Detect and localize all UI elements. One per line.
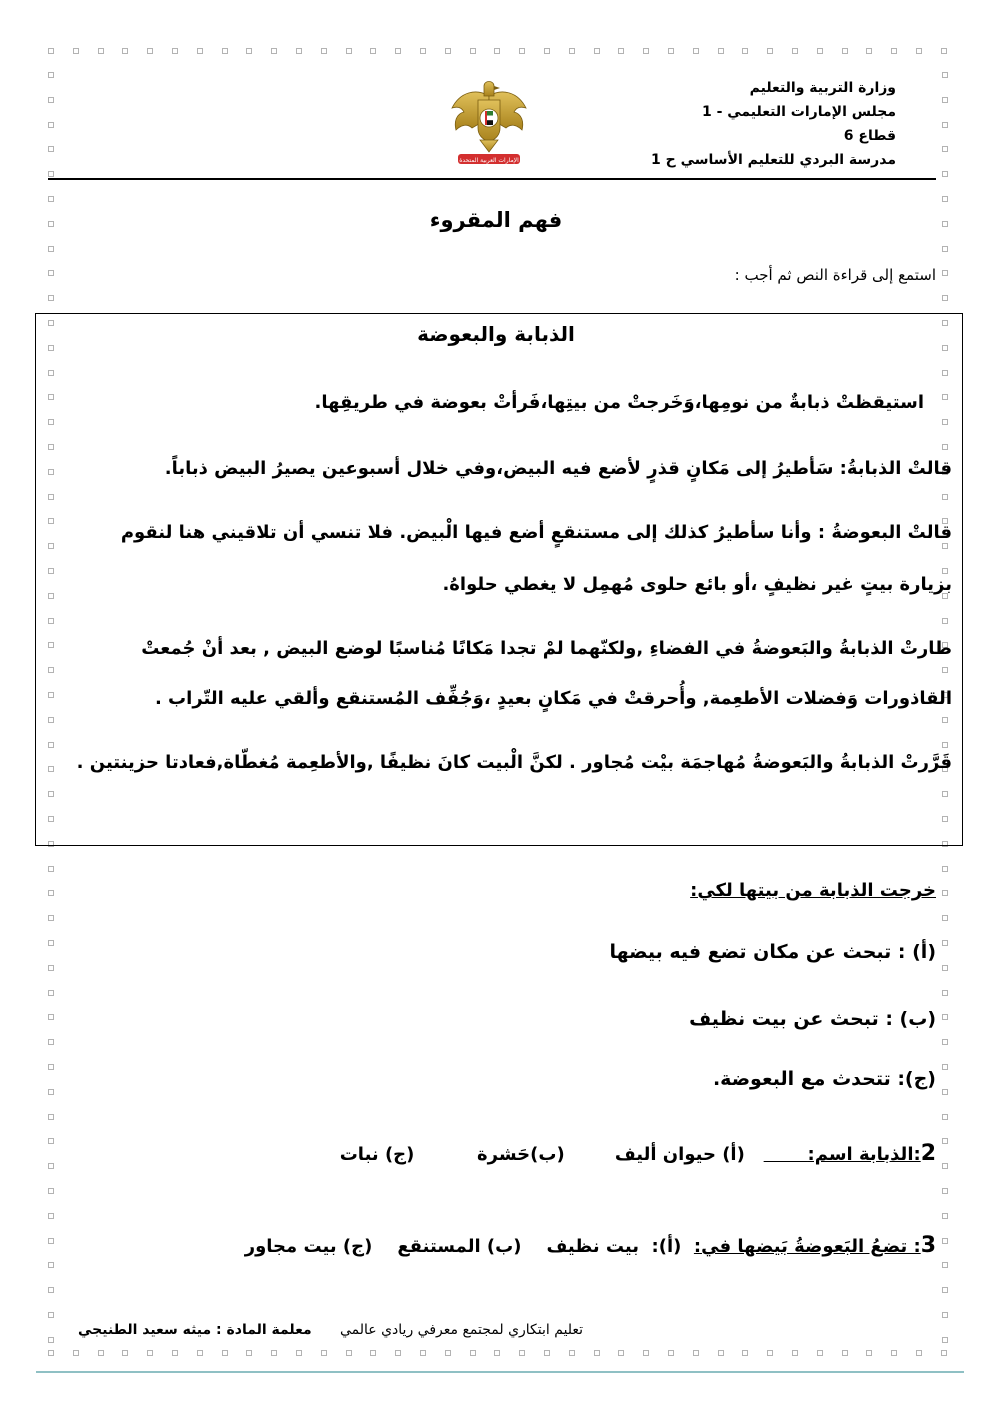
question-3-number: 3 xyxy=(920,1233,936,1258)
frame-dot xyxy=(618,48,624,54)
frame-dot xyxy=(693,48,699,54)
question-3-stem: : تضعُ البَعوضةُ بَيضها في: xyxy=(693,1236,921,1257)
frame-dot xyxy=(346,48,352,54)
frame-dot xyxy=(942,196,948,202)
story-line: استيقظتْ ذبابةٌ من نومِها،وَخَرجتْ من بيتِها،فَرأتْ بعوضة في طريقِها. xyxy=(314,392,924,413)
frame-dot xyxy=(48,866,54,872)
frame-dot xyxy=(346,1350,352,1356)
frame-dot xyxy=(942,295,948,301)
frame-dot xyxy=(494,1350,500,1356)
frame-dot xyxy=(48,990,54,996)
frame-dot xyxy=(321,48,327,54)
frame-dot xyxy=(569,48,575,54)
frame-dot xyxy=(48,48,54,54)
story-line: قالتْ الذبابةُ: سَأطيرُ إلى مَكانٍ قذرٍ لأضع فيه البيض،وفي خلال أسبوعين يصيرُ البيض ذباباً. xyxy=(164,458,952,479)
frame-dot xyxy=(48,965,54,971)
frame-dot xyxy=(296,1350,302,1356)
frame-dot xyxy=(246,1350,252,1356)
frame-dot xyxy=(197,1350,203,1356)
frame-dot xyxy=(916,48,922,54)
frame-dot xyxy=(767,48,773,54)
frame-dot xyxy=(643,1350,649,1356)
frame-dot xyxy=(544,48,550,54)
frame-dot xyxy=(73,1350,79,1356)
frame-dot xyxy=(941,1350,947,1356)
frame-dot xyxy=(942,940,948,946)
frame-dot xyxy=(48,915,54,921)
frame-dot xyxy=(916,1350,922,1356)
council-name: مجلس الإمارات التعليمي - 1 xyxy=(701,104,896,120)
uae-emblem-icon xyxy=(448,78,530,170)
footer-teacher: معلمة المادة : ميثه سعيد الطنيجي xyxy=(78,1322,312,1338)
frame-dot xyxy=(48,1262,54,1268)
frame-dot xyxy=(122,48,128,54)
frame-dot xyxy=(222,1350,228,1356)
story-line: قالتْ البعوضةُ : وأنا سأطيرُ كذلك إلى مستنقعٍ أضع فيها الْبيض. فلا تنسي أن تلاقيني هنا لنقوم xyxy=(120,522,952,543)
frame-dot xyxy=(942,1089,948,1095)
frame-dot xyxy=(942,1213,948,1219)
question-2 xyxy=(340,1141,936,1166)
frame-dot xyxy=(147,48,153,54)
frame-dot xyxy=(942,1014,948,1020)
story-line: القاذورات وَفضلات الأطعِمة, وأُحرقتْ في مَكانٍ بعيدٍ ،وَجُفِّف المُستنقع وألقي عليه التّراب . xyxy=(154,688,952,709)
frame-dot xyxy=(942,171,948,177)
frame-dot xyxy=(445,1350,451,1356)
question-1-option-a: (أ) : تبحث عن مكان تضع فيه بيضها xyxy=(609,941,936,963)
frame-dot xyxy=(942,246,948,252)
frame-dot xyxy=(48,1287,54,1293)
frame-dot xyxy=(470,48,476,54)
frame-dot xyxy=(942,866,948,872)
frame-dot xyxy=(742,48,748,54)
frame-dot xyxy=(48,1213,54,1219)
frame-dot xyxy=(942,890,948,896)
frame-dot xyxy=(618,1350,624,1356)
frame-dot xyxy=(891,48,897,54)
frame-dot xyxy=(395,48,401,54)
header-divider xyxy=(48,178,936,180)
frame-dot xyxy=(942,1163,948,1169)
frame-dot xyxy=(147,1350,153,1356)
frame-dot xyxy=(942,270,948,276)
frame-dot xyxy=(48,940,54,946)
frame-dot xyxy=(594,48,600,54)
frame-dot xyxy=(718,48,724,54)
frame-dot xyxy=(942,1337,948,1343)
frame-dot xyxy=(48,1188,54,1194)
frame-dot xyxy=(817,48,823,54)
frame-dot xyxy=(942,965,948,971)
frame-dot xyxy=(48,1350,54,1356)
story-line: بزيارة بيتٍ غير نظيفٍ ،أو بائع حلوى مُهمِل لا يغطي حلواهُ. xyxy=(442,574,952,595)
frame-dot xyxy=(48,1163,54,1169)
frame-dot xyxy=(569,1350,575,1356)
frame-dot xyxy=(718,1350,724,1356)
frame-dot xyxy=(494,48,500,54)
bottom-rule xyxy=(36,1371,964,1373)
frame-dot xyxy=(942,1312,948,1318)
frame-dot xyxy=(48,1064,54,1070)
frame-dot xyxy=(48,270,54,276)
frame-dot xyxy=(891,1350,897,1356)
frame-dot xyxy=(693,1350,699,1356)
frame-dot xyxy=(48,122,54,128)
frame-dot xyxy=(942,72,948,78)
frame-dot xyxy=(48,1039,54,1045)
frame-dot xyxy=(942,990,948,996)
frame-dot xyxy=(668,48,674,54)
frame-dot xyxy=(48,1138,54,1144)
frame-dot xyxy=(48,1114,54,1120)
frame-dot xyxy=(767,1350,773,1356)
frame-dot xyxy=(817,1350,823,1356)
story-line: قَرَّرتْ الذبابةُ والبَعوضةُ مُهاجمَة بيْت مُجاور . لكنَّ الْبيت كانَ نظيفًا ,والأطعِمة مُغطّاة,فعادتا حزينتين . xyxy=(76,752,952,773)
frame-dot xyxy=(942,1287,948,1293)
frame-dot xyxy=(792,48,798,54)
frame-dot xyxy=(271,1350,277,1356)
ministry-name: وزارة التربية والتعليم xyxy=(749,80,896,96)
frame-dot xyxy=(842,48,848,54)
frame-dot xyxy=(842,1350,848,1356)
frame-dot xyxy=(172,1350,178,1356)
frame-dot xyxy=(942,146,948,152)
frame-dot xyxy=(271,48,277,54)
frame-dot xyxy=(48,246,54,252)
emblem-scroll-text: الإمارات العربية المتحدة xyxy=(459,157,519,164)
page-title: فهم المقروء xyxy=(429,208,563,232)
question-1-option-c: (ج): تتحدث مع البعوضة. xyxy=(712,1068,936,1090)
story-line: طارتْ الذبابةُ والبَعوضةُ في الفضاءِ ,ولكنّهما لمْ تجدا مَكانًا مُناسبًا لوضع البيض , بعد أنْ جُمعتْ xyxy=(141,638,952,659)
frame-dot xyxy=(395,1350,401,1356)
frame-dot xyxy=(98,48,104,54)
frame-dot xyxy=(48,1238,54,1244)
frame-dot xyxy=(48,72,54,78)
question-2-number: 2 xyxy=(920,1141,936,1166)
question-3-options: (أ): بيت نظيف (ب) المستنقع (ج) بيت مجاور xyxy=(244,1236,682,1257)
question-3 xyxy=(245,1233,936,1258)
frame-dot xyxy=(519,1350,525,1356)
frame-dot xyxy=(48,171,54,177)
frame-dot xyxy=(222,48,228,54)
frame-dot xyxy=(942,1064,948,1070)
frame-dot xyxy=(470,1350,476,1356)
instruction-text: استمع إلى قراءة النص ثم أجب : xyxy=(734,266,936,284)
question-2-stem: :الذبابة اسم: xyxy=(807,1144,921,1165)
frame-dot xyxy=(445,48,451,54)
frame-dot xyxy=(941,48,947,54)
sector-name: قطاع 6 xyxy=(843,128,896,144)
frame-dot xyxy=(197,48,203,54)
frame-dot xyxy=(48,196,54,202)
frame-dot xyxy=(296,48,302,54)
frame-dot xyxy=(48,1337,54,1343)
frame-dot xyxy=(48,97,54,103)
question-1-option-b: (ب) : تبحث عن بيت نظيف xyxy=(689,1008,936,1030)
frame-dot xyxy=(370,1350,376,1356)
frame-dot xyxy=(122,1350,128,1356)
frame-dot xyxy=(48,146,54,152)
frame-dot xyxy=(420,48,426,54)
frame-dot xyxy=(370,48,376,54)
frame-dot xyxy=(321,1350,327,1356)
frame-dot xyxy=(98,1350,104,1356)
frame-dot xyxy=(48,295,54,301)
frame-dot xyxy=(172,48,178,54)
frame-dot xyxy=(48,1089,54,1095)
frame-dot xyxy=(942,1138,948,1144)
story-title: الذبابة والبعوضة xyxy=(417,322,575,346)
frame-dot xyxy=(942,122,948,128)
footer-slogan: تعليم ابتكاري لمجتمع معرفي ريادي عالمي xyxy=(340,1322,584,1338)
frame-dot xyxy=(866,48,872,54)
frame-dot xyxy=(519,48,525,54)
school-name: مدرسة البردي للتعليم الأساسي ح 1 xyxy=(651,152,896,168)
frame-dot xyxy=(942,97,948,103)
frame-dot xyxy=(594,1350,600,1356)
frame-dot xyxy=(942,1238,948,1244)
frame-dot xyxy=(420,1350,426,1356)
frame-dot xyxy=(866,1350,872,1356)
frame-dot xyxy=(643,48,649,54)
frame-dot xyxy=(48,890,54,896)
letterhead xyxy=(576,76,896,172)
frame-dot xyxy=(792,1350,798,1356)
frame-dot xyxy=(942,915,948,921)
frame-dot xyxy=(48,1014,54,1020)
frame-dot xyxy=(246,48,252,54)
question-1-stem: خرجت الذبابة من بيتها لكي: xyxy=(690,880,936,901)
frame-dot xyxy=(942,1262,948,1268)
frame-dot xyxy=(668,1350,674,1356)
frame-dot xyxy=(942,1114,948,1120)
question-2-options: (أ) حيوان أليف (ب)حَشرة (ج) نبات xyxy=(339,1144,745,1165)
frame-dot xyxy=(48,1312,54,1318)
frame-dot xyxy=(73,48,79,54)
frame-dot xyxy=(742,1350,748,1356)
frame-dot xyxy=(942,1039,948,1045)
frame-dot xyxy=(544,1350,550,1356)
frame-dot xyxy=(942,1188,948,1194)
